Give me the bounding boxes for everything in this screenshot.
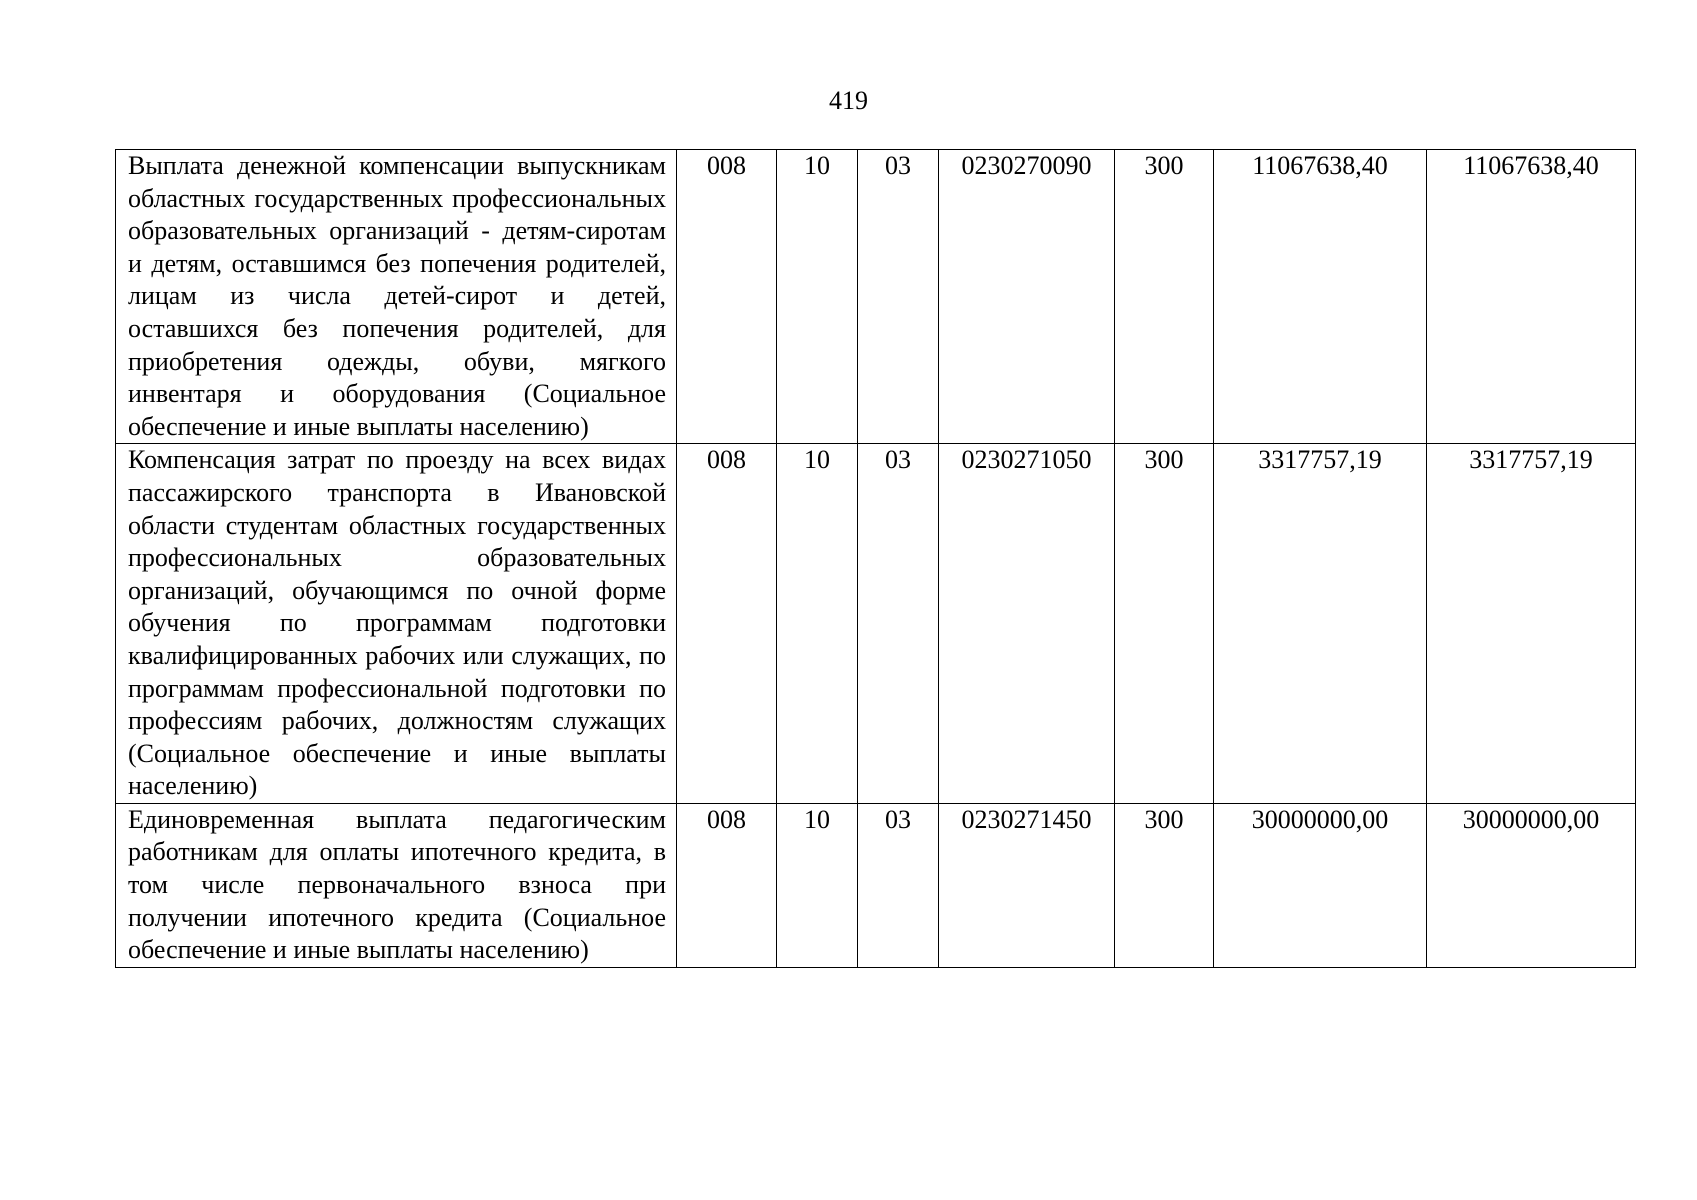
subsection-code: 03 xyxy=(858,803,939,967)
expense-type-code: 300 xyxy=(1115,803,1214,967)
section-code: 10 xyxy=(777,803,858,967)
row-description: Единовременная выплата педагогическим работникам для оплаты ипотечного кредита, в том числе первоначального взноса при получении ипотечного кредита (Социальное обеспечение и иные выплаты населению) xyxy=(116,803,677,967)
page-number: 419 xyxy=(829,86,868,115)
amount-2: 3317757,19 xyxy=(1427,444,1636,804)
row-description: Выплата денежной компенсации выпускникам областных государственных профессиональных образовательных организаций - детям-сиротам и детям, оставшимся без попечения родителей, лицам из числа детей-сирот и детей, оставшихся без попечения родителей, для приобретения одежды, обуви, мягкого инвентаря и оборудования (Социальное обеспечение и иные выплаты населению) xyxy=(116,150,677,444)
target-article-code: 0230271050 xyxy=(939,444,1115,804)
amount-2: 11067638,40 xyxy=(1427,150,1636,444)
amount-1: 11067638,40 xyxy=(1214,150,1427,444)
table-row xyxy=(116,150,1636,444)
expense-type-code: 300 xyxy=(1115,444,1214,804)
amount-2: 30000000,00 xyxy=(1427,803,1636,967)
ministry-code: 008 xyxy=(677,444,777,804)
section-code: 10 xyxy=(777,444,858,804)
ministry-code: 008 xyxy=(677,803,777,967)
table-row xyxy=(116,444,1636,804)
subsection-code: 03 xyxy=(858,150,939,444)
table-row xyxy=(116,803,1636,967)
subsection-code: 03 xyxy=(858,444,939,804)
target-article-code: 0230270090 xyxy=(939,150,1115,444)
amount-1: 30000000,00 xyxy=(1214,803,1427,967)
expense-type-code: 300 xyxy=(1115,150,1214,444)
row-description: Компенсация затрат по проезду на всех видах пассажирского транспорта в Ивановской области студентам областных государственных профессиональных образовательных организаций, обучающимся по очной форме обучения по программам подготовки квалифицированных рабочих или служащих, по программам профессиональной подготовки по профессиям рабочих, должностям служащих (Социальное обеспечение и иные выплаты населению) xyxy=(116,444,677,804)
ministry-code: 008 xyxy=(677,150,777,444)
amount-1: 3317757,19 xyxy=(1214,444,1427,804)
target-article-code: 0230271450 xyxy=(939,803,1115,967)
section-code: 10 xyxy=(777,150,858,444)
budget-table xyxy=(115,149,1636,968)
